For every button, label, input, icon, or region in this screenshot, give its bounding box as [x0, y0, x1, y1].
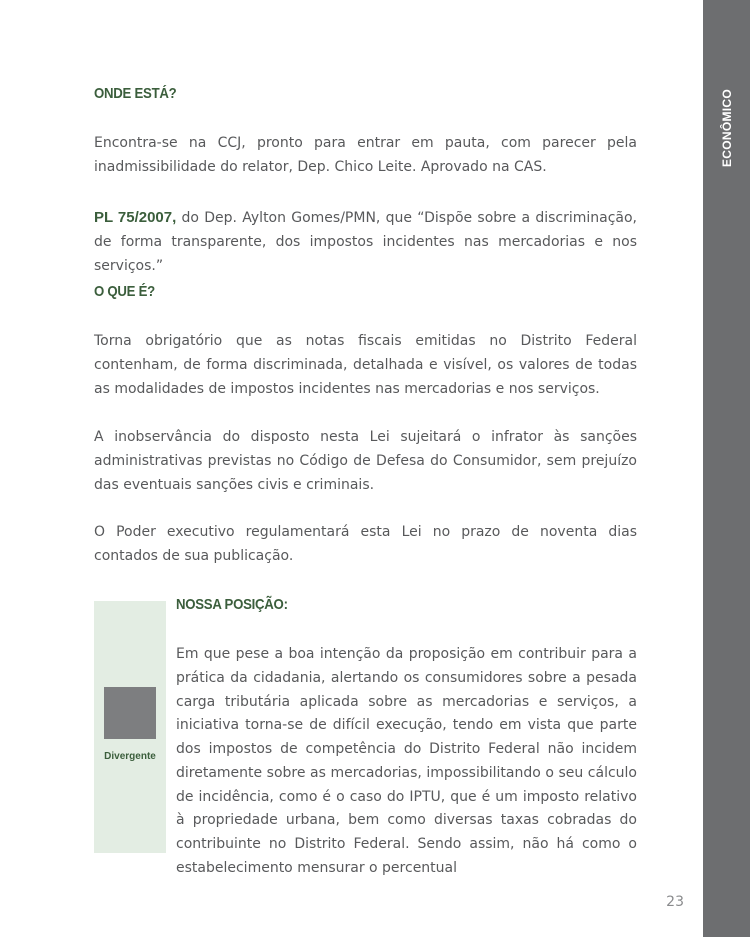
pl-number: PL 75/2007, [94, 209, 177, 226]
paragraph-nossa-posicao: Em que pese a boa intenção da proposição em contribuir para a prática da cidadania, alertando os consumidores sobre a pesada carga tributária aplicada sobre as mercadorias e serviços, a iniciativa torna-se de difícil execução, tendo em vista que parte dos impostos de competência do Distrito Federal não incidem diretamente sobre as mercadorias, impossibilitando o seu cálculo de incidência, como é o caso do IPTU, que é um imposto relativo à propriedade urbana, bem como diversas taxas cobradas do contribuinte no Distrito Federal. Sendo assim, não há como o estabelecimento mensurar o percentual [176, 646, 637, 876]
pl-description: do Dep. Aylton Gomes/PMN, que “Dispõe sobre a discriminação, de forma transparente, dos impostos incidentes nas mercadorias e nos serviços.” [94, 210, 638, 274]
paragraph-o-que-e-2: A inobservância do disposto nesta Lei sujeitará o infrator às sanções administrativas previstas no Código de Defesa do Consumidor, sem prejuízo das eventuais sanções civis e criminais. [94, 429, 637, 493]
position-indicator-square [104, 687, 156, 739]
page-number: 23 [666, 894, 684, 910]
paragraph-o-que-e-1: Torna obrigatório que as notas fiscais emitidas no Distrito Federal contenham, de forma discriminada, detalhada e visível, os valores de todas as modalidades de impostos incidentes nas mercadorias e nos serviços. [94, 333, 637, 397]
heading-o-que-e: O QUE É? [94, 283, 155, 300]
heading-nossa-posicao: NOSSA POSIÇÃO: [176, 596, 288, 613]
paragraph-o-que-e-3: O Poder executivo regulamentará esta Lei no prazo de noventa dias contados de sua publicação. [94, 524, 637, 564]
paragraph-pl [94, 206, 637, 278]
heading-onde-esta: ONDE ESTÁ? [94, 85, 177, 102]
position-badge [94, 601, 166, 853]
side-tab-label [703, 0, 750, 200]
position-badge-label: Divergente [104, 751, 156, 762]
side-tab-text: ECONÔMICO [719, 88, 734, 168]
paragraph-onde-esta: Encontra-se na CCJ, pronto para entrar em pauta, com parecer pela inadmissibilidade do relator, Dep. Chico Leite. Aprovado na CAS. [94, 135, 637, 175]
